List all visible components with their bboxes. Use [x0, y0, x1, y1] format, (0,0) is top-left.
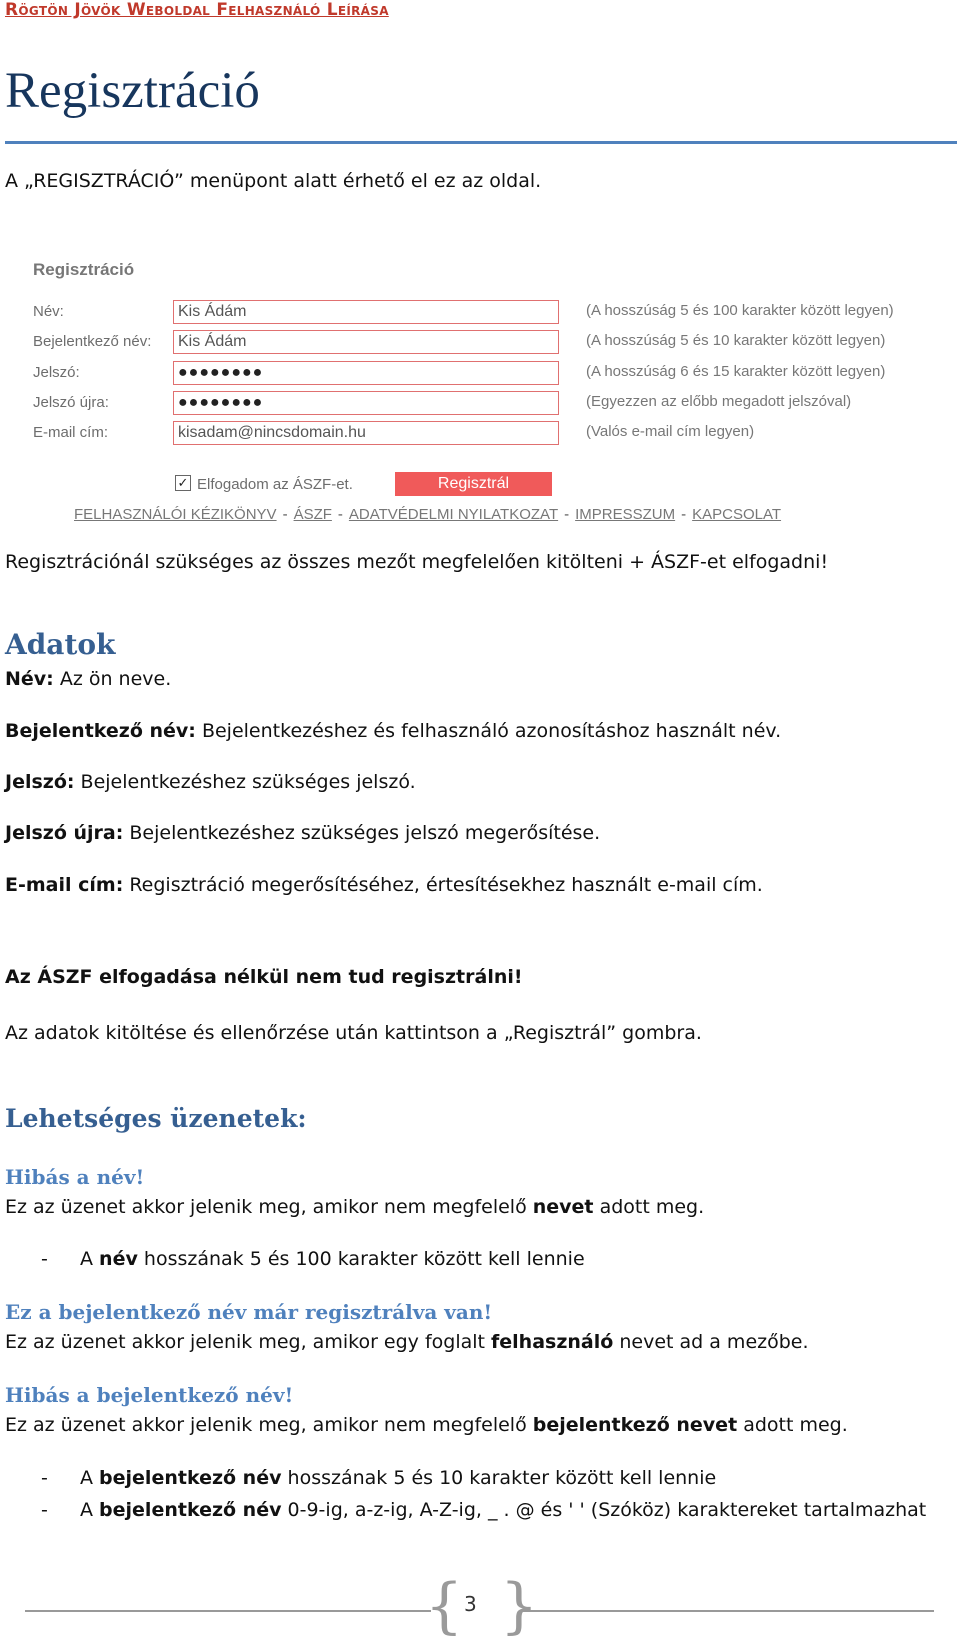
rule-text: hosszának 5 és 10 karakter között kell lennie: [281, 1467, 717, 1489]
name-label: Név:: [33, 303, 64, 320]
page-number: 3: [464, 1592, 477, 1616]
rule-bold: név: [99, 1248, 138, 1270]
login-name-hint: (A hosszúság 5 és 10 karakter között legyen): [586, 332, 886, 349]
message-name-taken-desc: [5, 1331, 809, 1353]
desc-text: Ez az üzenet akkor jelenik meg, amikor egy foglalt: [5, 1331, 492, 1353]
desc-text: nevet ad a mezőbe.: [613, 1331, 809, 1353]
title-underline: [5, 141, 957, 144]
field-desc-password-again: [5, 822, 600, 844]
password-input[interactable]: ●●●●●●●●: [173, 361, 559, 385]
field-desc-text: Az ön neve.: [53, 668, 172, 690]
desc-bold: nevet: [532, 1196, 594, 1218]
desc-bold: felhasználó: [491, 1331, 614, 1353]
footer-separator: -: [282, 506, 288, 523]
password-label: Jelszó:: [33, 364, 80, 381]
field-desc-label: E-mail cím:: [5, 874, 124, 896]
footer-link-manual[interactable]: FELHASZNÁLÓI KÉZIKÖNYV: [74, 506, 277, 523]
email-hint: (Valós e-mail cím legyen): [586, 423, 755, 440]
field-desc-email: [5, 874, 763, 896]
rule-text: A: [80, 1467, 100, 1489]
rule-bold: bejelentkező név: [99, 1499, 282, 1521]
footer-separator: -: [564, 506, 570, 523]
message-invalid-name-desc: [5, 1196, 704, 1218]
registration-form-screenshot: [0, 240, 940, 540]
footer-separator: -: [681, 506, 687, 523]
accept-terms-label: Elfogadom az ÁSZF-et.: [197, 476, 353, 493]
field-desc-password: [5, 771, 416, 793]
desc-text: adott meg.: [593, 1196, 705, 1218]
field-desc-label: Név:: [5, 668, 54, 690]
name-hint: (A hosszúság 5 és 100 karakter között legyen): [586, 302, 894, 319]
login-charset-rule: [80, 1499, 926, 1521]
field-desc-label: Bejelentkező név:: [5, 720, 196, 742]
field-desc-name: [5, 668, 171, 690]
rule-bold: bejelentkező név: [99, 1467, 282, 1489]
right-brace: }: [500, 1571, 539, 1641]
password-hint: (A hosszúság 6 és 15 karakter között legyen): [586, 363, 886, 380]
page-footer-rule-left: [25, 1610, 431, 1612]
message-invalid-name-title: Hibás a név!: [5, 1165, 145, 1189]
login-length-rule: [80, 1467, 716, 1489]
email-label: E-mail cím:: [33, 424, 108, 441]
desc-bold: bejelentkező nevet: [532, 1414, 738, 1436]
login-name-label: Bejelentkező név:: [33, 333, 152, 350]
footer-link-aszf[interactable]: ÁSZF: [293, 506, 332, 523]
rule-text: A: [80, 1248, 100, 1270]
footer-separator: -: [337, 506, 343, 523]
message-invalid-login-title: Hibás a bejelentkező név!: [5, 1383, 294, 1407]
page-title: Regisztráció: [5, 63, 260, 119]
name-length-rule: [80, 1248, 585, 1270]
field-desc-text: Bejelentkezéshez szükséges jelszó megerősítése.: [123, 822, 601, 844]
left-brace: {: [425, 1571, 464, 1641]
message-invalid-login-desc: [5, 1414, 848, 1436]
desc-text: adott meg.: [737, 1414, 848, 1436]
accept-terms-checkbox[interactable]: ✓: [175, 475, 191, 491]
messages-heading: Lehetséges üzenetek:: [5, 1104, 307, 1133]
bullet-dash: -: [41, 1467, 48, 1489]
field-desc-text: Bejelentkezéshez és felhasználó azonosításhoz használt név.: [195, 720, 782, 742]
footer-link-privacy[interactable]: ADATVÉDELMI NYILATKOZAT: [348, 506, 559, 523]
register-instruction: Az adatok kitöltése és ellenőrzése után kattintson a „Regisztrál” gombra.: [5, 1022, 702, 1044]
bullet-dash: -: [41, 1248, 48, 1270]
password-again-input[interactable]: ●●●●●●●●: [173, 391, 559, 415]
password-again-hint: (Egyezzen az előbb megadott jelszóval): [586, 393, 852, 410]
terms-warning: Az ÁSZF elfogadása nélkül nem tud regisztrálni!: [5, 966, 523, 988]
login-name-input[interactable]: Kis Ádám: [173, 330, 559, 354]
password-again-label: Jelszó újra:: [33, 394, 109, 411]
adatok-heading: Adatok: [5, 628, 116, 661]
field-desc-login-name: [5, 720, 781, 742]
name-input[interactable]: Kis Ádám: [173, 300, 559, 324]
footer-links: [74, 506, 781, 523]
field-desc-text: Bejelentkezéshez szükséges jelszó.: [74, 771, 416, 793]
field-desc-label: Jelszó:: [5, 771, 75, 793]
intro-text: A „REGISZTRÁCIÓ” menüpont alatt érhető el ez az oldal.: [5, 170, 542, 192]
form-title: Regisztráció: [33, 260, 135, 279]
field-desc-label: Jelszó újra:: [5, 822, 124, 844]
page-footer-rule-right: [521, 1610, 934, 1612]
rule-text: 0-9-ig, a-z-ig, A-Z-ig, _ . @ és ' ' (Szóköz) karaktereket tartalmazhat: [281, 1499, 927, 1521]
register-button[interactable]: Regisztrál: [395, 472, 552, 496]
document-header: Rögtön Jövök Weboldal Felhasználó Leírása: [5, 0, 389, 20]
footer-link-impressum[interactable]: IMPRESSZUM: [575, 506, 676, 523]
rule-text: hosszának 5 és 100 karakter között kell lennie: [137, 1248, 585, 1270]
email-input[interactable]: kisadam@nincsdomain.hu: [173, 421, 559, 445]
field-desc-text: Regisztráció megerősítéséhez, értesítésekhez használt e-mail cím.: [123, 874, 763, 896]
message-name-taken-title: Ez a bejelentkező név már regisztrálva van!: [5, 1300, 493, 1324]
footer-link-contact[interactable]: KAPCSOLAT: [692, 506, 782, 523]
rule-text: A: [80, 1499, 100, 1521]
desc-text: Ez az üzenet akkor jelenik meg, amikor nem megfelelő: [5, 1196, 533, 1218]
desc-text: Ez az üzenet akkor jelenik meg, amikor nem megfelelő: [5, 1414, 533, 1436]
requirement-text: Regisztrációnál szükséges az összes mezőt megfelelően kitölteni + ÁSZF-et elfogadni!: [5, 551, 829, 573]
bullet-dash: -: [41, 1499, 48, 1521]
